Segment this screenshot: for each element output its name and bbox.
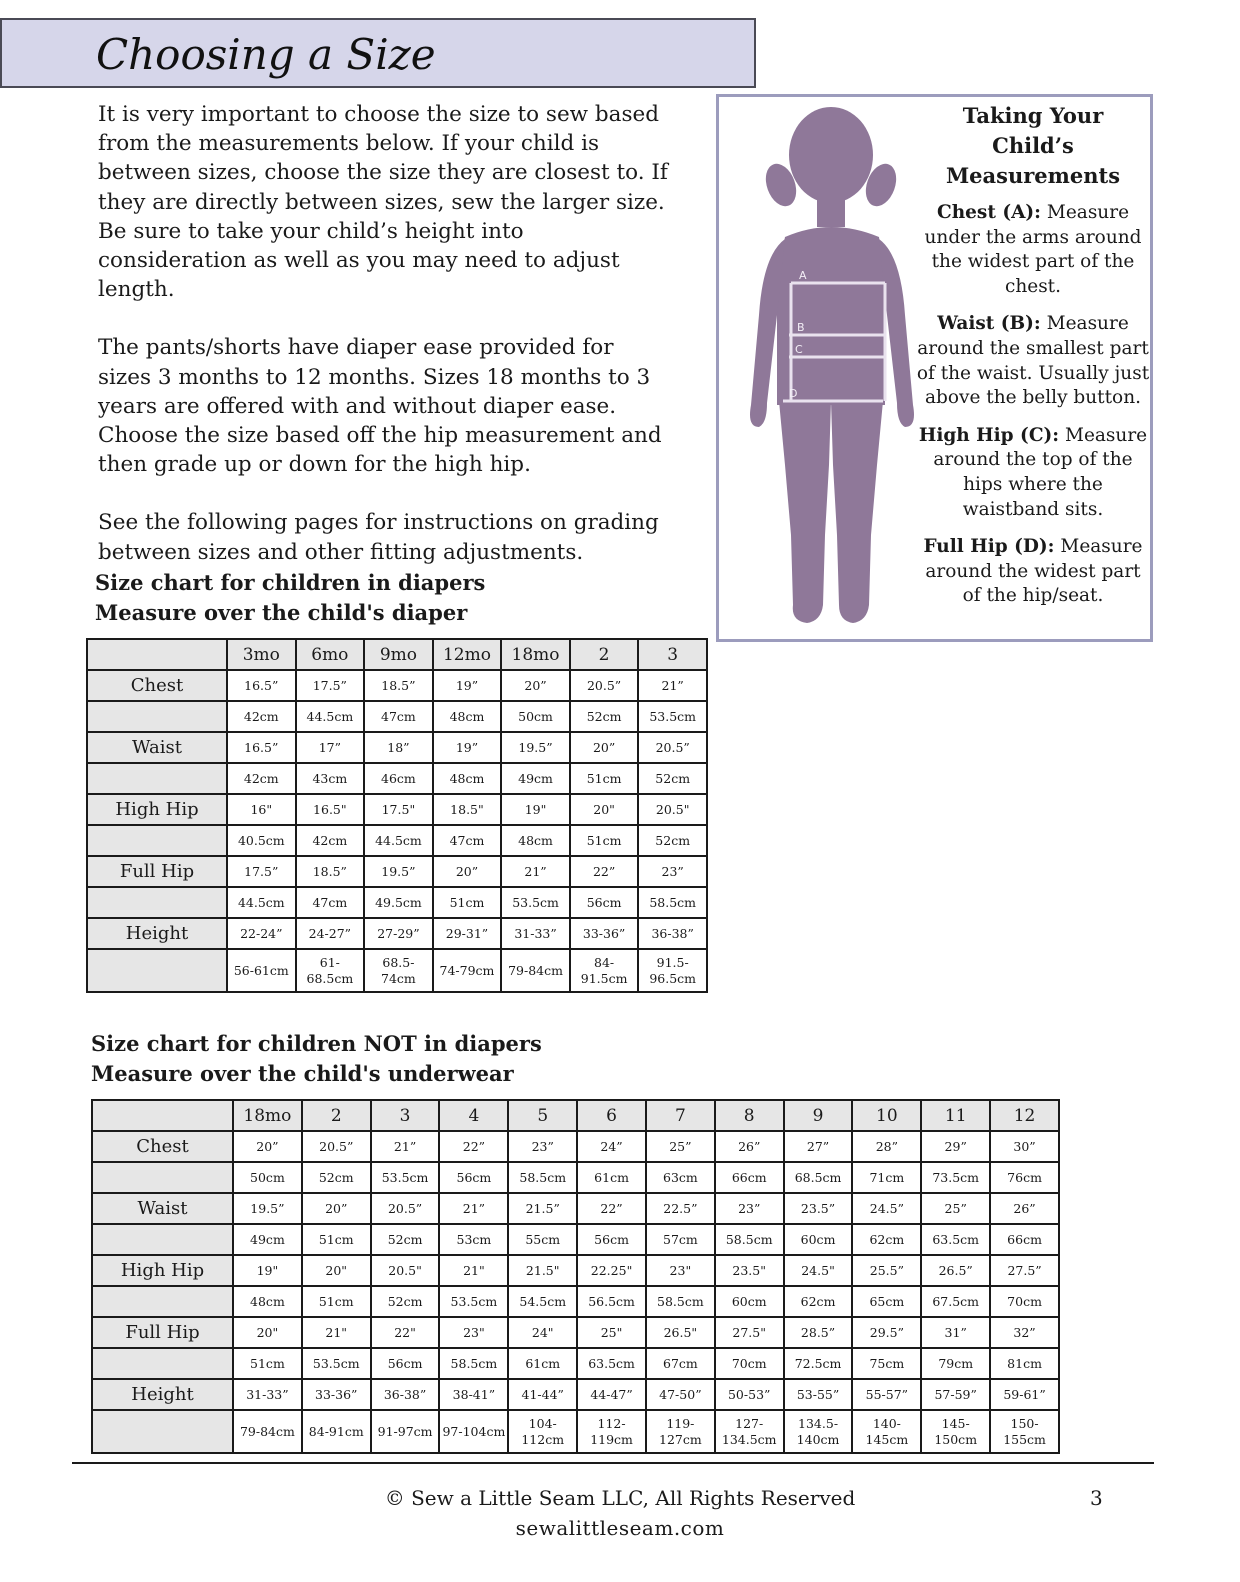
table-cell: 20.5"	[371, 1255, 440, 1286]
full-hip-instruction	[915, 535, 1151, 609]
table-cell: 55cm	[508, 1224, 577, 1255]
table-cell: 17.5”	[227, 856, 296, 887]
table-cell: 21"	[439, 1255, 508, 1286]
table-row	[87, 856, 707, 887]
table-cell: 51cm	[302, 1286, 371, 1317]
size-column-header: 18mo	[233, 1100, 302, 1131]
high-hip-instruction	[915, 424, 1151, 522]
table-cell: 134.5-140cm	[784, 1410, 853, 1453]
row-label	[87, 887, 227, 918]
table-cell: 51cm	[302, 1224, 371, 1255]
intro-text	[98, 100, 673, 596]
table-cell: 57cm	[646, 1224, 715, 1255]
table-cell: 51cm	[433, 887, 502, 918]
table-cell: 23”	[508, 1131, 577, 1162]
table-cell: 52cm	[638, 825, 707, 856]
table-cell: 31”	[921, 1317, 990, 1348]
full-hip-instruction-label: Full Hip (D):	[923, 536, 1055, 558]
table-cell: 58.5cm	[715, 1224, 784, 1255]
table-row	[92, 1410, 1059, 1453]
table-cell: 57-59”	[921, 1379, 990, 1410]
table-cell: 65cm	[852, 1286, 921, 1317]
row-label	[92, 1224, 233, 1255]
size-column-header: 8	[715, 1100, 784, 1131]
table-cell: 30”	[990, 1131, 1059, 1162]
size-column-header: 9mo	[364, 639, 433, 670]
table-cell: 53.5cm	[439, 1286, 508, 1317]
table-cell: 53cm	[439, 1224, 508, 1255]
table-cell: 36-38”	[638, 918, 707, 949]
chart1-caption-line2: Measure over the child's diaper	[95, 600, 468, 625]
table-cell: 91-97cm	[371, 1410, 440, 1453]
table-cell: 40.5cm	[227, 825, 296, 856]
chest-instruction-text: Measure under the arms around the widest part of the chest.	[924, 202, 1142, 297]
chart2-caption-line1: Size chart for children NOT in diapers	[91, 1031, 542, 1056]
row-label: Waist	[92, 1193, 233, 1224]
table-cell: 53.5cm	[638, 701, 707, 732]
table-cell: 18”	[364, 732, 433, 763]
intro-paragraph-1: It is very important to choose the size to sew based from the measurements below. If your child is between sizes, choose the size they are closest to. If they are directly between sizes, sew the larger size. Be sure to take your child’s height into consideration as well as you may need to adjust length.	[98, 102, 668, 303]
table-cell: 54.5cm	[508, 1286, 577, 1317]
table-cell: 97-104cm	[439, 1410, 508, 1453]
table-cell: 68.5cm	[784, 1162, 853, 1193]
row-label: Full Hip	[87, 856, 227, 887]
table-cell: 50-53”	[715, 1379, 784, 1410]
table-cell: 25”	[646, 1131, 715, 1162]
table-cell: 60cm	[715, 1286, 784, 1317]
table-cell: 56cm	[371, 1348, 440, 1379]
table-cell: 19.5”	[364, 856, 433, 887]
table-cell: 70cm	[715, 1348, 784, 1379]
table-cell: 21.5”	[508, 1193, 577, 1224]
row-label: Height	[92, 1379, 233, 1410]
table-cell: 52cm	[371, 1224, 440, 1255]
table-cell: 61cm	[508, 1348, 577, 1379]
table-cell: 27.5"	[715, 1317, 784, 1348]
size-column-header: 2	[302, 1100, 371, 1131]
panel-heading	[915, 101, 1151, 191]
table-cell: 27.5”	[990, 1255, 1059, 1286]
table-cell: 29-31”	[433, 918, 502, 949]
table-cell: 52cm	[570, 701, 639, 732]
table-cell: 81cm	[990, 1348, 1059, 1379]
chart1-caption	[95, 568, 485, 628]
table-cell: 84-91cm	[302, 1410, 371, 1453]
size-column-header: 3mo	[227, 639, 296, 670]
table-row	[92, 1255, 1059, 1286]
table-cell: 51cm	[570, 763, 639, 794]
table-cell: 20"	[233, 1317, 302, 1348]
row-label: Height	[87, 918, 227, 949]
table-cell: 56.5cm	[577, 1286, 646, 1317]
table-cell: 19"	[233, 1255, 302, 1286]
table-cell: 18.5"	[433, 794, 502, 825]
table-cell: 50cm	[501, 701, 570, 732]
table-cell: 31-33”	[233, 1379, 302, 1410]
table-cell: 84-91.5cm	[570, 949, 639, 992]
table-cell: 150-155cm	[990, 1410, 1059, 1453]
measurements-panel	[716, 94, 1153, 642]
table-cell: 19”	[433, 732, 502, 763]
table-cell: 20.5”	[638, 732, 707, 763]
table-cell: 28”	[852, 1131, 921, 1162]
row-label	[92, 1410, 233, 1453]
table-cell: 49.5cm	[364, 887, 433, 918]
table-cell: 71cm	[852, 1162, 921, 1193]
size-column-header: 6	[577, 1100, 646, 1131]
table-cell: 20.5”	[570, 670, 639, 701]
measurements-instructions	[915, 101, 1151, 622]
table-cell: 44-47”	[577, 1379, 646, 1410]
table-cell: 55-57”	[852, 1379, 921, 1410]
table-cell: 79-84cm	[501, 949, 570, 992]
table-cell: 51cm	[570, 825, 639, 856]
table-cell: 23.5”	[784, 1193, 853, 1224]
high-hip-instruction-text: Measure around the top of the hips where the waistband sits.	[933, 424, 1148, 520]
table-cell: 63cm	[646, 1162, 715, 1193]
size-column-header: 12	[990, 1100, 1059, 1131]
row-label	[92, 1162, 233, 1193]
table-row	[87, 918, 707, 949]
table-cell: 47cm	[433, 825, 502, 856]
row-label: Chest	[92, 1131, 233, 1162]
table-cell: 42cm	[227, 763, 296, 794]
row-label	[92, 1286, 233, 1317]
table-cell: 23"	[439, 1317, 508, 1348]
size-column-header: 9	[784, 1100, 853, 1131]
high-hip-instruction-label: High Hip (C):	[918, 424, 1060, 446]
table-cell: 44.5cm	[227, 887, 296, 918]
table-cell: 48cm	[501, 825, 570, 856]
table-cell: 58.5cm	[439, 1348, 508, 1379]
table-cell: 74-79cm	[433, 949, 502, 992]
table-cell: 53.5cm	[302, 1348, 371, 1379]
chart1-caption-line1: Size chart for children in diapers	[95, 570, 486, 595]
table-cell: 104-112cm	[508, 1410, 577, 1453]
table-cell: 22-24”	[227, 918, 296, 949]
row-label	[87, 949, 227, 992]
table-row	[92, 1162, 1059, 1193]
page-title: Choosing a Size	[96, 30, 436, 79]
table-cell: 26.5”	[921, 1255, 990, 1286]
table-row	[92, 1317, 1059, 1348]
table-cell: 56cm	[439, 1162, 508, 1193]
table-row	[87, 732, 707, 763]
table-cell: 51cm	[233, 1348, 302, 1379]
footer-divider	[72, 1462, 1154, 1464]
table-cell: 41-44”	[508, 1379, 577, 1410]
panel-heading-line2: Child’s Measurements	[945, 133, 1121, 188]
table-row	[87, 887, 707, 918]
table-cell: 20”	[302, 1193, 371, 1224]
table-cell: 20.5"	[638, 794, 707, 825]
panel-heading-line1: Taking Your	[962, 103, 1104, 128]
waist-instruction-label: Waist (B):	[937, 313, 1041, 335]
table-cell: 23”	[638, 856, 707, 887]
table-cell: 23.5"	[715, 1255, 784, 1286]
table-cell: 20.5”	[302, 1131, 371, 1162]
table-cell: 48cm	[233, 1286, 302, 1317]
table-cell: 53.5cm	[371, 1162, 440, 1193]
table-cell: 24-27”	[296, 918, 365, 949]
full-hip-instruction-text: Measure around the widest part of the hip/seat.	[925, 536, 1143, 607]
waist-instruction-text: Measure around the smallest part of the waist. Usually just above the belly button.	[916, 313, 1150, 409]
label-a: A	[799, 269, 807, 282]
table-cell: 20.5”	[371, 1193, 440, 1224]
table-cell: 19.5”	[501, 732, 570, 763]
table-cell: 62cm	[852, 1224, 921, 1255]
row-label	[87, 701, 227, 732]
table-cell: 46cm	[364, 763, 433, 794]
table-cell: 44.5cm	[364, 825, 433, 856]
table-cell: 61-68.5cm	[296, 949, 365, 992]
table-cell: 38-41”	[439, 1379, 508, 1410]
size-chart-no-diapers	[91, 1099, 1060, 1454]
table-cell: 43cm	[296, 763, 365, 794]
table-cell: 61cm	[577, 1162, 646, 1193]
table-cell: 21"	[302, 1317, 371, 1348]
table-cell: 24”	[577, 1131, 646, 1162]
table-cell: 127-134.5cm	[715, 1410, 784, 1453]
title-bar	[0, 18, 756, 88]
table-cell: 33-36”	[302, 1379, 371, 1410]
table-cell: 72.5cm	[784, 1348, 853, 1379]
table-cell: 58.5cm	[508, 1162, 577, 1193]
chart2-caption	[91, 1029, 542, 1089]
table-cell: 18.5”	[296, 856, 365, 887]
table-cell: 23”	[715, 1193, 784, 1224]
table-cell: 22”	[577, 1193, 646, 1224]
table-cell: 48cm	[433, 701, 502, 732]
size-column-header: 4	[439, 1100, 508, 1131]
table-cell: 70cm	[990, 1286, 1059, 1317]
size-column-header: 2	[570, 639, 639, 670]
row-label: Waist	[87, 732, 227, 763]
table-cell: 91.5-96.5cm	[638, 949, 707, 992]
label-d: D	[789, 387, 798, 400]
table-cell: 25”	[921, 1193, 990, 1224]
table-cell: 16.5"	[296, 794, 365, 825]
table-row	[92, 1224, 1059, 1255]
table-cell: 73.5cm	[921, 1162, 990, 1193]
chart2-caption-line2: Measure over the child's underwear	[91, 1061, 514, 1086]
silhouette-shape	[750, 107, 914, 623]
table-cell: 25.5”	[852, 1255, 921, 1286]
table-cell: 26.5"	[646, 1317, 715, 1348]
table-cell: 20”	[433, 856, 502, 887]
table-cell: 17.5"	[364, 794, 433, 825]
table-cell: 20"	[570, 794, 639, 825]
table-cell: 17”	[296, 732, 365, 763]
intro-paragraph-2: The pants/shorts have diaper ease provided for sizes 3 months to 12 months. Sizes 18 months to 3 years are offered with and without diaper ease. Choose the size based off the hip measurement and then grade up or down for the high hip.	[98, 335, 662, 478]
table-cell: 47-50”	[646, 1379, 715, 1410]
table-cell: 20”	[501, 670, 570, 701]
table-cell: 22”	[439, 1131, 508, 1162]
table-cell: 47cm	[364, 701, 433, 732]
waist-instruction	[915, 312, 1151, 410]
table-cell: 79cm	[921, 1348, 990, 1379]
table-cell: 36-38”	[371, 1379, 440, 1410]
label-c: C	[795, 343, 803, 356]
row-label	[92, 1348, 233, 1379]
table-cell: 68.5-74cm	[364, 949, 433, 992]
table-row	[87, 763, 707, 794]
table-row	[92, 1193, 1059, 1224]
table-cell: 53-55”	[784, 1379, 853, 1410]
table-row	[92, 1286, 1059, 1317]
table-cell: 21”	[371, 1131, 440, 1162]
page-number: 3	[1090, 1486, 1103, 1510]
table-cell: 21”	[638, 670, 707, 701]
table-cell: 52cm	[371, 1286, 440, 1317]
intro-paragraph-3: See the following pages for instructions on grading between sizes and other fitting adjustments.	[98, 510, 659, 565]
table-cell: 26”	[715, 1131, 784, 1162]
table-cell: 47cm	[296, 887, 365, 918]
table-cell: 24.5”	[852, 1193, 921, 1224]
table-row	[87, 701, 707, 732]
table-cell: 20”	[233, 1131, 302, 1162]
child-silhouette-figure	[733, 105, 933, 637]
footer-copyright: © Sew a Little Seam LLC, All Rights Reserved	[384, 1486, 856, 1510]
table-row	[92, 1348, 1059, 1379]
table-cell: 56-61cm	[227, 949, 296, 992]
header-corner-cell	[87, 639, 227, 670]
table-cell: 19"	[501, 794, 570, 825]
table-cell: 112-119cm	[577, 1410, 646, 1453]
size-column-header: 3	[371, 1100, 440, 1131]
table-row	[92, 1379, 1059, 1410]
table-cell: 24.5"	[784, 1255, 853, 1286]
table-cell: 67.5cm	[921, 1286, 990, 1317]
table-cell: 75cm	[852, 1348, 921, 1379]
table-cell: 21”	[501, 856, 570, 887]
table-cell: 60cm	[784, 1224, 853, 1255]
table-cell: 44.5cm	[296, 701, 365, 732]
table-cell: 29”	[921, 1131, 990, 1162]
table-cell: 28.5”	[784, 1317, 853, 1348]
table-cell: 26”	[990, 1193, 1059, 1224]
size-column-header: 12mo	[433, 639, 502, 670]
table-cell: 18.5”	[364, 670, 433, 701]
header-corner-cell	[92, 1100, 233, 1131]
table-cell: 58.5cm	[638, 887, 707, 918]
table-cell: 23"	[646, 1255, 715, 1286]
size-column-header: 11	[921, 1100, 990, 1131]
table-cell: 42cm	[296, 825, 365, 856]
table-row	[87, 825, 707, 856]
row-label: High Hip	[92, 1255, 233, 1286]
table-cell: 25"	[577, 1317, 646, 1348]
size-chart-diapers	[86, 638, 708, 993]
table-cell: 63.5cm	[921, 1224, 990, 1255]
table-cell: 20"	[302, 1255, 371, 1286]
table-cell: 31-33”	[501, 918, 570, 949]
table-cell: 22.25"	[577, 1255, 646, 1286]
table-cell: 58.5cm	[646, 1286, 715, 1317]
table-cell: 52cm	[638, 763, 707, 794]
table-cell: 56cm	[577, 1224, 646, 1255]
table-cell: 62cm	[784, 1286, 853, 1317]
table-cell: 22.5”	[646, 1193, 715, 1224]
table-cell: 66cm	[715, 1162, 784, 1193]
table-cell: 63.5cm	[577, 1348, 646, 1379]
table-cell: 21”	[439, 1193, 508, 1224]
row-label	[87, 825, 227, 856]
size-column-header: 10	[852, 1100, 921, 1131]
table-cell: 42cm	[227, 701, 296, 732]
table-cell: 29.5”	[852, 1317, 921, 1348]
size-column-header: 3	[638, 639, 707, 670]
table-cell: 24"	[508, 1317, 577, 1348]
table-cell: 56cm	[570, 887, 639, 918]
table-cell: 66cm	[990, 1224, 1059, 1255]
table-row	[87, 670, 707, 701]
table-cell: 67cm	[646, 1348, 715, 1379]
table-cell: 140-145cm	[852, 1410, 921, 1453]
table-cell: 53.5cm	[501, 887, 570, 918]
row-label: High Hip	[87, 794, 227, 825]
footer-url: sewalittleseam.com	[515, 1516, 725, 1540]
size-column-header: 6mo	[296, 639, 365, 670]
table-cell: 16.5”	[227, 732, 296, 763]
row-label: Full Hip	[92, 1317, 233, 1348]
table-cell: 145-150cm	[921, 1410, 990, 1453]
table-cell: 32”	[990, 1317, 1059, 1348]
table-cell: 76cm	[990, 1162, 1059, 1193]
table-cell: 49cm	[233, 1224, 302, 1255]
table-cell: 20”	[570, 732, 639, 763]
table-cell: 27”	[784, 1131, 853, 1162]
table-cell: 22"	[371, 1317, 440, 1348]
table-row	[87, 794, 707, 825]
size-column-header: 5	[508, 1100, 577, 1131]
table-cell: 17.5”	[296, 670, 365, 701]
table-cell: 119-127cm	[646, 1410, 715, 1453]
size-column-header: 18mo	[501, 639, 570, 670]
table-cell: 59-61”	[990, 1379, 1059, 1410]
table-cell: 16.5”	[227, 670, 296, 701]
table-cell: 49cm	[501, 763, 570, 794]
size-column-header: 7	[646, 1100, 715, 1131]
table-cell: 50cm	[233, 1162, 302, 1193]
chest-instruction	[915, 201, 1151, 299]
table-cell: 16"	[227, 794, 296, 825]
table-cell: 33-36”	[570, 918, 639, 949]
label-b: B	[797, 321, 805, 334]
table-cell: 21.5"	[508, 1255, 577, 1286]
table-cell: 27-29”	[364, 918, 433, 949]
table-cell: 48cm	[433, 763, 502, 794]
table-row	[87, 949, 707, 992]
table-cell: 52cm	[302, 1162, 371, 1193]
chest-instruction-label: Chest (A):	[936, 202, 1042, 223]
row-label: Chest	[87, 670, 227, 701]
row-label	[87, 763, 227, 794]
table-row	[92, 1131, 1059, 1162]
table-cell: 22”	[570, 856, 639, 887]
table-cell: 19.5”	[233, 1193, 302, 1224]
table-cell: 79-84cm	[233, 1410, 302, 1453]
table-cell: 19”	[433, 670, 502, 701]
